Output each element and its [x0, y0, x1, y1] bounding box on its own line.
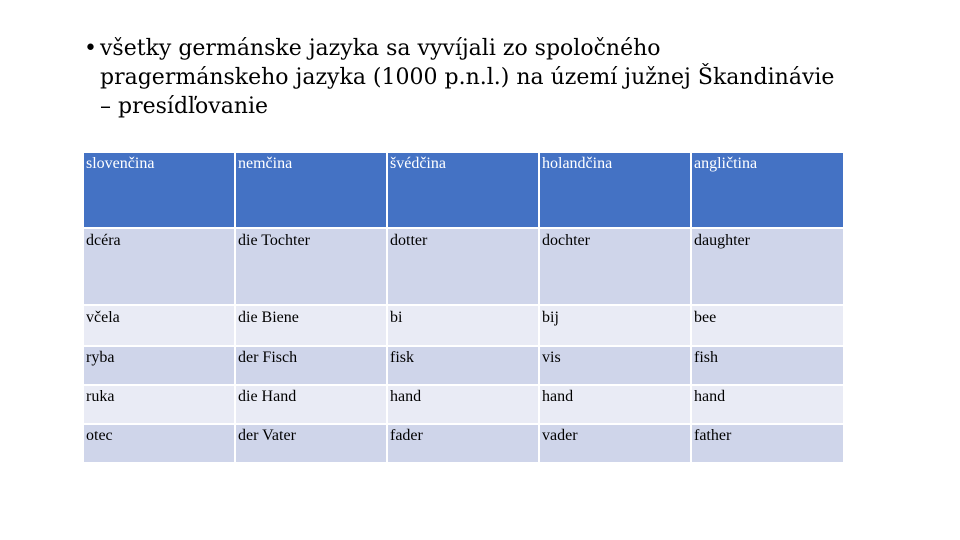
language-comparison-table	[82, 151, 845, 464]
header-cell-dutch: holandčina	[539, 152, 691, 228]
table-row	[83, 424, 844, 463]
table-cell: die Tochter	[235, 228, 387, 305]
table-cell: dotter	[387, 228, 539, 305]
table-cell: fish	[691, 346, 844, 385]
table-cell: vader	[539, 424, 691, 463]
table-cell: hand	[539, 385, 691, 424]
table-cell: bi	[387, 305, 539, 346]
table-row	[83, 385, 844, 424]
table-cell: ruka	[83, 385, 235, 424]
table-cell: die Biene	[235, 305, 387, 346]
table-cell: otec	[83, 424, 235, 463]
table-cell: hand	[691, 385, 844, 424]
bullet-icon: •	[84, 36, 97, 61]
bullet-text-line-2: pragermánskeho jazyka (1000 p.n.l.) na území južnej Škandinávie	[100, 65, 835, 90]
table-cell: die Hand	[235, 385, 387, 424]
table-cell: bee	[691, 305, 844, 346]
bullet-line-1	[84, 34, 914, 63]
table-cell: daughter	[691, 228, 844, 305]
header-cell-swedish: švédčina	[387, 152, 539, 228]
table-cell: der Vater	[235, 424, 387, 463]
header-cell-slovak: slovenčina	[83, 152, 235, 228]
header-cell-german: nemčina	[235, 152, 387, 228]
table-cell: der Fisch	[235, 346, 387, 385]
table-cell: father	[691, 424, 844, 463]
table-header-row	[83, 152, 844, 228]
table-cell: bij	[539, 305, 691, 346]
table-cell: fisk	[387, 346, 539, 385]
table-cell: dochter	[539, 228, 691, 305]
table-row	[83, 228, 844, 305]
table-row	[83, 346, 844, 385]
header-cell-english: angličtina	[691, 152, 844, 228]
bullet-text-line-3: – presídľovanie	[100, 94, 269, 119]
table-cell: vis	[539, 346, 691, 385]
table-row	[83, 305, 844, 346]
table-cell: včela	[83, 305, 235, 346]
bullet-text-block	[84, 34, 914, 121]
table-cell: fader	[387, 424, 539, 463]
table-cell: hand	[387, 385, 539, 424]
table-cell: ryba	[83, 346, 235, 385]
bullet-text-line-1: všetky germánske jazyka sa vyvíjali zo spoločného	[100, 36, 661, 61]
table-cell: dcéra	[83, 228, 235, 305]
